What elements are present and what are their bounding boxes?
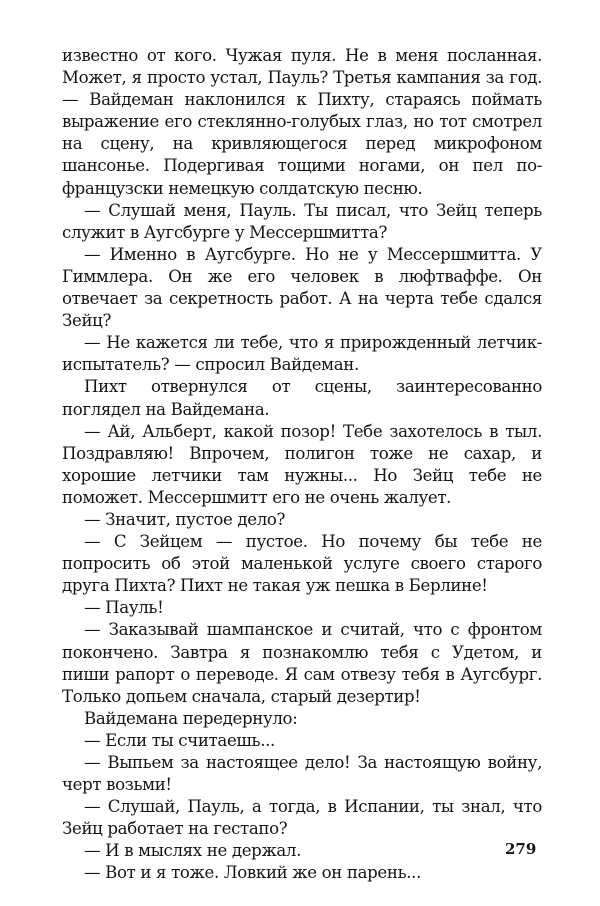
paragraph-7: — Значит, пустое дело?: [84, 509, 286, 529]
paragraph-13: — Выпьем за настоящее дело! За настоящую войну, черт возьми!: [62, 753, 542, 795]
paragraph-1: известно от кого. Чужая пуля. Не в меня посланная. Может, я просто устал, Пауль? Третья кампания за год. — Вайдеман наклонился к Пихту, стараясь поймать выражение его стеклянно-голубых глаз, но тот смотрел на сцену, на кривляющегося перед микрофоном шансонье. Подергивая тощими ногами, он пел по-французски немецкую солдатскую песню.: [62, 46, 542, 198]
paragraph-5: Пихт отвернулся от сцены, заинтересованно поглядел на Вайдемана.: [62, 377, 542, 419]
paragraph-4: — Не кажется ли тебе, что я прирожденный летчик-испытатель? — спросил Вайдеман.: [62, 333, 542, 375]
paragraph-9: — Пауль!: [84, 598, 164, 618]
paragraph-16: — Вот и я тоже. Ловкий же он парень...: [84, 863, 422, 883]
page-number: 279: [505, 840, 537, 858]
paragraph-14: — Слушай, Пауль, а тогда, в Испании, ты знал, что Зейц работает на гестапо?: [62, 797, 542, 839]
paragraph-3: — Именно в Аугсбурге. Но не у Мессершмитта. У Гиммлера. Он же его человек в люфтваффе. Он отвечает за секретность работ. А на черта тебе сдался Зейц?: [62, 244, 542, 331]
paragraph-10: — Заказывай шампанское и считай, что с фронтом покончено. Завтра я познакомлю тебя с Удетом, и пиши рапорт о переводе. Я сам отвезу тебя в Аугсбург. Только допьем сначала, старый дезертир!: [62, 620, 542, 706]
page-body: [62, 45, 542, 885]
paragraph-12: — Если ты считаешь...: [84, 730, 275, 750]
paragraph-6: — Ай, Альберт, какой позор! Тебе захотелось в тыл. Поздравляю! Впрочем, полигон тоже не сахар, и хорошие летчики там нужны... Но Зейц тебе не поможет. Мессершмитт его не очень жалует.: [62, 421, 542, 507]
paragraph-8: — С Зейцем — пустое. Но почему бы тебе не попросить об этой маленькой услуге своего старого друга Пихта? Пихт не такая уж пешка в Берлине!: [62, 532, 542, 596]
paragraph-15: — И в мыслях не держал.: [84, 841, 302, 861]
paragraph-2: — Слушай меня, Пауль. Ты писал, что Зейц теперь служит в Аугсбурге у Мессершмитта?: [62, 200, 542, 242]
paragraph-11: Вайдемана передернуло:: [84, 708, 298, 728]
